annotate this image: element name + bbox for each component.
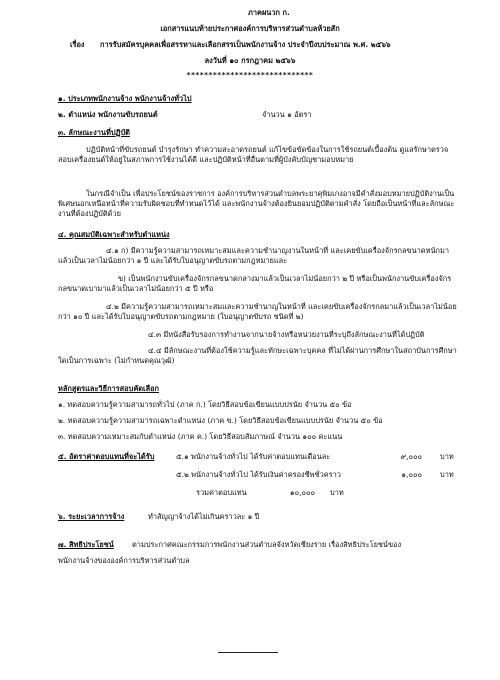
exam-criteria-item-2: ๒. ทดสอบความรู้ความสามารถเฉพาะตำแหน่ง (ภาค ข.) โดยวิธีสอบข้อเขียนแบบปรนัย จำนวน ๕๐ ข้อ [58, 416, 383, 425]
section-4-heading: ๔. คุณสมบัติเฉพาะสำหรับตำแหน่ง [58, 230, 170, 239]
document-date: ลงวันที่ ๑๐ กรกฎาคม ๒๕๖๖ [204, 56, 296, 65]
section-3-heading: ๓. ลักษณะงานที่ปฏิบัติ [58, 128, 130, 137]
qualification-4-1-b: ข) เป็นพนักงานขับเครื่องจักรกลขนาดกลางมาแล้วเป็นเวลาไม่น้อยกว่า ๒ ปี หรือเป็นพนักงานขับเครื่องจักรกลขนาดเบามาแล้วเป็นเวลาไม่น้อยกว่า ๕ ปี หรือ [58, 274, 452, 293]
qualification-4-2: ๔.๒ มีความรู้ความสามารถเหมาะสมและความชำนาญในหน้าที่ และเคยขับเครื่องจักรกลมาแล้วเป็นเวลาไม่น้อยกว่า ๑๐ ปี และได้รับใบอนุญาตขับรถตามกฎหมาย (ใบอนุญาตขับรถ ชนิดที่ ๒) [58, 302, 457, 321]
compensation-total-amount: ๑๐,๐๐๐ [289, 488, 315, 497]
compensation-row-1-amount: ๙,๐๐๐ [400, 452, 422, 461]
section-3-paragraph-1: ปฏิบัติหน้าที่ขับรถยนต์ บำรุงรักษา ทำความสะอาดรถยนต์ แก้ไขข้อขัดข้องในการใช้รถยนต์เบื้องต้น ดูแลรักษาตรวจสอบเครื่องยนต์ให้อยู่ในสภาพการใช้งานได้ดี และปฏิบัติหน้าที่อื่นตามที่ผู้บังคับบัญชามอบหมาย [58, 145, 449, 164]
subject-label: เรื่อง [70, 40, 85, 49]
section-5-heading: ๕. อัตราค่าตอบแทนที่จะได้รับ [58, 452, 155, 461]
section-6-text: ทำสัญญาจ้างได้ไม่เกินคราวละ ๑ ปี [148, 512, 260, 521]
qualification-4-1: ๔.๑ ก) มีความรู้ความสามารถเหมาะสมและความชำนาญงานในหน้าที่ และเคยขับเครื่องจักรกลขนาดหนักมาแล้วเป็นเวลาไม่น้อยกว่า ๑ ปี และได้รับใบอนุญาตขับรถตามกฎหมายและ [58, 246, 450, 265]
compensation-row-1-label: ๕.๑ พนักงานจ้างทั่วไป ได้รับค่าตอบแทนเดือนละ [176, 452, 331, 461]
section-7-text-line-1: ตามประกาศคณะกรรมการพนักงานส่วนตำบลจังหวัดเชียงราย เรื่องสิทธิประโยชน์ของ [132, 540, 402, 549]
section-2-position: ๒. ตำแหน่ง พนักงานขับรถยนต์ [58, 110, 158, 119]
section-1-employee-type: ๑. ประเภทพนักงานจ้าง พนักงานจ้างทั่วไป [58, 94, 192, 103]
compensation-row-2-unit: บาท [440, 470, 454, 479]
compensation-row-2-amount: ๑,๐๐๐ [401, 470, 422, 479]
qualification-4-3: ๔.๓ มีหนังสือรับรองการทำงานจากนายจ้างหรือหน่วยงานที่ระบุถึงลักษณะงานที่ได้ปฏิบัติ [148, 330, 425, 339]
annex-label: ภาคผนวก ก. [248, 8, 290, 17]
compensation-total-unit: บาท [330, 488, 344, 497]
exam-criteria-item-1: ๑. ทดสอบความรู้ความสามารถทั่วไป (ภาค ก.) โดยวิธีสอบข้อเขียนแบบปรนัย จำนวน ๕๐ ข้อ [58, 400, 352, 409]
section-6-heading: ๖. ระยะเวลาการจ้าง [58, 512, 125, 521]
compensation-row-1-unit: บาท [440, 452, 454, 461]
compensation-row-2-label: ๕.๒ พนักงานจ้างทั่วไป ได้รับเงินค่าครองชีพชั่วคราว [176, 470, 341, 479]
exam-criteria-heading: หลักสูตรและวิธีการสอบคัดเลือก [58, 384, 160, 393]
subject-text: การรับสมัครบุคคลเพื่อสรรหาและเลือกสรรเป็นพนักงานจ้าง ประจำปีงบประมาณ พ.ศ. ๒๕๖๖ [100, 40, 391, 49]
document-title: เอกสารแนบท้ายประกาศองค์การบริหารส่วนตำบลห้วยสัก [160, 24, 340, 33]
separator-stars: ***************************** [186, 70, 314, 79]
section-3-paragraph-2: ในกรณีจำเป็น เพื่อประโยชน์ของราชการ องค์การบริหารส่วนตำบลพระยาคุพิมเกงอาจมีคำสั่งมอบหมายปฏิบัติงานเป็นพิเศษนอกเหนือหน้าที่ความรับผิดชอบที่ทำหนดไว้ได้ และพนักงานจ้างต้องยินยอมปฏิบัติตามคำสั่ง โดยถือเป็นหน้าที่และลักษณะงานที่ต้องปฏิบัติด้วย [58, 189, 455, 218]
section-2-count: จำนวน ๑ อัตรา [262, 110, 312, 119]
compensation-total-label: รวมค่าตอบแทน [196, 488, 247, 497]
qualification-4-4: ๔.๔ มีลักษณะงานที่ต้องใช้ความรู้และทักษะเฉพาะบุคคล ที่ไม่ได้ผ่านการศึกษาในสถาบันการศึกษาใดเป็นการเฉพาะ (ไม่กำหนดคุณวุฒิ) [58, 346, 457, 365]
section-7-heading: ๗. สิทธิประโยชน์ [58, 540, 114, 549]
exam-criteria-item-3: ๓. ทดสอบความเหมาะสมกับตำแหน่ง (ภาค ค.) โดยวิธีสอบสัมภาษณ์ จำนวน ๑๐๐ คะแนน [58, 432, 343, 441]
bottom-divider [218, 652, 278, 653]
section-7-text-line-2: พนักงานจ้างขององค์การบริหารส่วนตำบล [58, 556, 190, 565]
